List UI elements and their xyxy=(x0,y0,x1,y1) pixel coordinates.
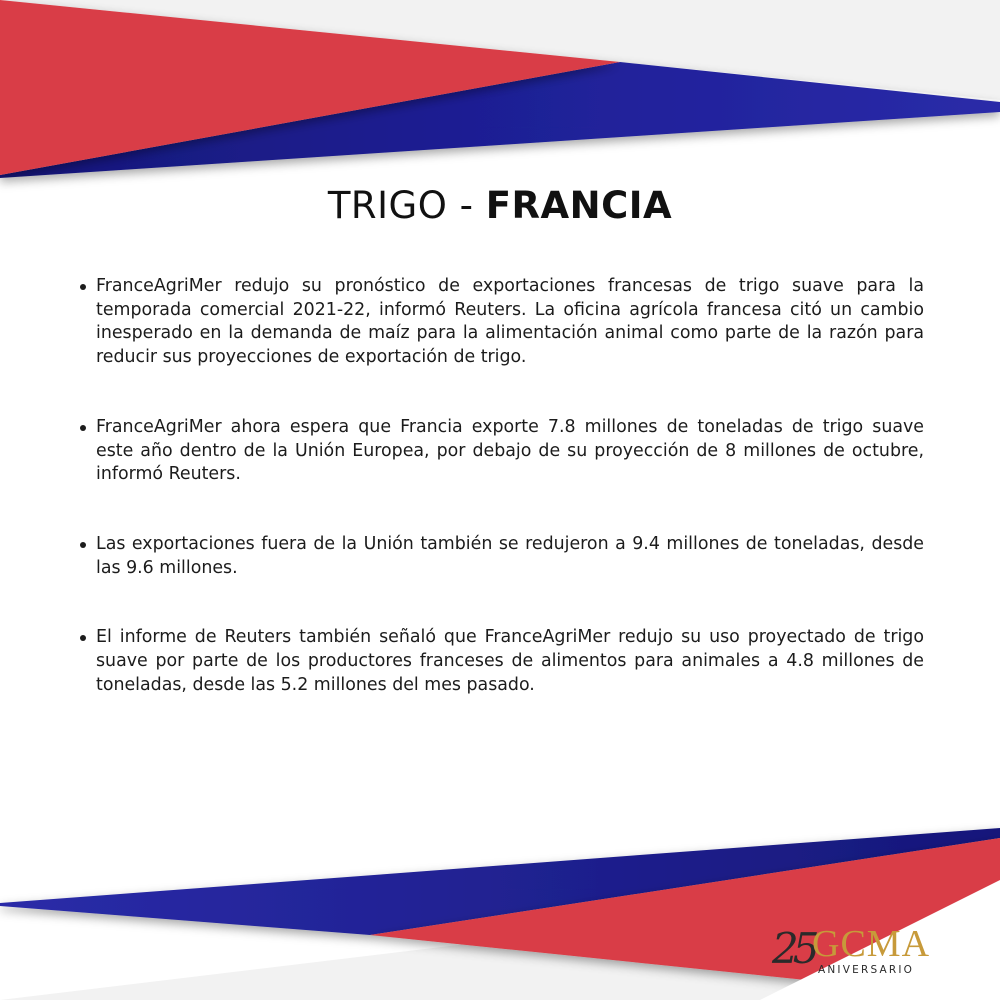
page-title xyxy=(0,184,1000,227)
bullet-icon xyxy=(80,425,86,431)
list-item xyxy=(78,626,924,697)
bullet-text: FranceAgriMer ahora espera que Francia exporte 7.8 millones de toneladas de trigo suave este año dentro de la Unión Europea, por debajo de su proyección de 8 millones de octubre, informó Reuters. xyxy=(96,416,924,485)
title-country-prefix: TRIGO - xyxy=(327,184,486,227)
list-item xyxy=(78,416,924,487)
bullet-text: FranceAgriMer redujo su pronóstico de exportaciones francesas de trigo suave para la temporada comercial 2021-22, informó Reuters. La oficina agrícola francesa citó un cambio inesperado en la demanda de maíz para la alimentación animal como parte de la razón para reducir sus proyecciones de exportación de trigo. xyxy=(96,276,924,368)
bullet-text: El informe de Reuters también señaló que FranceAgriMer redujo su uso proyectado de trigo suave por parte de los productores franceses de alimentos para animales a 4.8 millones de toneladas, desde las 5.2 millones del mes pasado. xyxy=(96,627,924,695)
bullet-list xyxy=(78,275,924,697)
bullet-icon xyxy=(80,635,86,641)
bullet-text: Las exportaciones fuera de la Unión también se redujeron a 9.4 millones de toneladas, desde las 9.6 millones. xyxy=(96,533,924,578)
bullet-icon xyxy=(80,542,86,548)
gcma-logo xyxy=(770,918,950,988)
logo-subtitle: ANIVERSARIO xyxy=(818,964,915,976)
logo-anniversary-number: 25 xyxy=(772,924,814,973)
list-item xyxy=(78,275,924,370)
bullet-icon xyxy=(80,284,86,290)
list-item xyxy=(78,533,924,580)
logo-brand-name: GCMA xyxy=(812,923,931,965)
title-country: FRANCIA xyxy=(485,184,673,227)
